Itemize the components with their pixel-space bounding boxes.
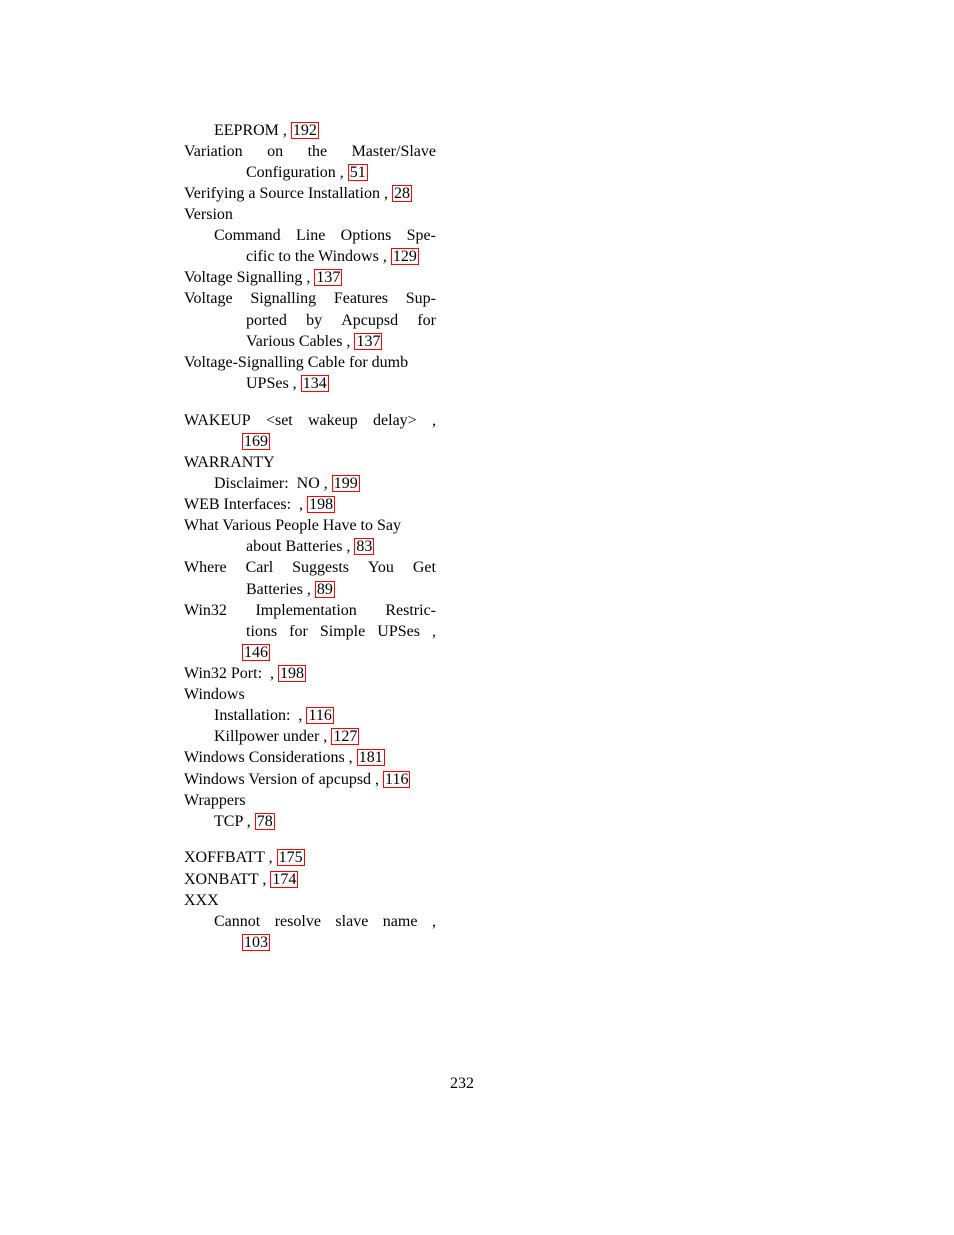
- index-word: Features: [333, 290, 389, 307]
- index-word: Signalling: [250, 290, 317, 307]
- index-line: [242, 642, 270, 663]
- index-line: [184, 352, 408, 373]
- index-term: Win32 Port: ,: [184, 665, 279, 682]
- index-line: [184, 515, 401, 536]
- index-word: Voltage: [184, 290, 233, 307]
- index-term: Windows: [184, 686, 245, 703]
- index-word: ,: [432, 623, 436, 640]
- index-word: by: [306, 312, 323, 329]
- index-term: Windows Considerations ,: [184, 749, 357, 766]
- index-word: Master/Slave: [351, 143, 436, 160]
- index-line: [184, 183, 412, 204]
- index-line: [246, 373, 329, 394]
- index-term: Verifying a Source Installation ,: [184, 185, 392, 202]
- index-word: for: [289, 623, 308, 640]
- page-reference-link[interactable]: 198: [280, 665, 305, 682]
- page-reference-link[interactable]: 174: [272, 871, 297, 888]
- index-term: Wrappers: [184, 792, 246, 809]
- index-term: XONBATT ,: [184, 871, 271, 888]
- index-line: [214, 705, 334, 726]
- index-term: UPSes ,: [246, 375, 301, 392]
- index-term: What Various People Have to Say: [184, 517, 401, 534]
- index-word: ,: [431, 412, 436, 429]
- index-word: UPSes: [377, 623, 420, 640]
- page-reference-link[interactable]: 169: [244, 433, 268, 450]
- page-reference-link[interactable]: 129: [392, 248, 417, 265]
- index-word: Sup-: [405, 290, 436, 307]
- index-word: Command: [214, 227, 281, 244]
- index-word: Implementation: [255, 602, 357, 619]
- index-word: for: [417, 312, 436, 329]
- index-word: Restric-: [385, 602, 436, 619]
- page-reference-link[interactable]: 116: [385, 771, 409, 788]
- index-line: [184, 267, 342, 288]
- index-term: Killpower under ,: [214, 728, 332, 745]
- page-reference-link[interactable]: 103: [244, 934, 268, 951]
- index-term: Voltage Signalling ,: [184, 269, 315, 286]
- index-term: Various Cables ,: [246, 333, 355, 350]
- page-reference-link[interactable]: 89: [316, 581, 333, 598]
- index-line: [242, 932, 270, 953]
- index-line: [184, 141, 436, 162]
- page-reference-link[interactable]: 199: [333, 475, 358, 492]
- index-line: [246, 536, 374, 557]
- index-line: [184, 684, 245, 705]
- page-number: 232: [450, 1075, 474, 1092]
- index-term: Windows Version of apcupsd ,: [184, 771, 384, 788]
- index-line: [246, 246, 419, 267]
- index-word: Where: [184, 559, 227, 576]
- index-word: Line: [296, 227, 326, 244]
- index-line: [184, 557, 436, 578]
- index-term: XOFFBATT ,: [184, 849, 277, 866]
- index-line: [184, 869, 298, 890]
- page-reference-link[interactable]: 198: [309, 496, 334, 513]
- index-line: [184, 847, 305, 868]
- index-word: slave: [335, 913, 369, 930]
- page-reference-link[interactable]: 78: [256, 813, 273, 830]
- index-word: Apcupsd: [341, 312, 399, 329]
- index-word: tions: [246, 623, 278, 640]
- page-reference-link[interactable]: 116: [308, 707, 332, 724]
- index-line: [246, 621, 436, 642]
- page-reference-link[interactable]: 137: [356, 333, 381, 350]
- index-term: XXX: [184, 892, 219, 909]
- index-word: Variation: [184, 143, 243, 160]
- index-word: Options: [340, 227, 392, 244]
- index-line: [214, 811, 275, 832]
- index-word: ported: [246, 312, 287, 329]
- index-line: [184, 288, 436, 309]
- index-term: about Batteries ,: [246, 538, 355, 555]
- index-word: Cannot: [214, 913, 261, 930]
- index-line: [184, 769, 410, 790]
- index-line: [246, 162, 368, 183]
- page-reference-link[interactable]: 146: [244, 644, 268, 661]
- index-line: [184, 452, 275, 473]
- index-term: Configuration ,: [246, 164, 348, 181]
- index-line: [184, 410, 436, 431]
- page-reference-link[interactable]: 175: [278, 849, 303, 866]
- index-word: the: [307, 143, 328, 160]
- index-word: Simple: [319, 623, 366, 640]
- index-term: Installation: ,: [214, 707, 307, 724]
- index-word: Suggests: [292, 559, 349, 576]
- index-word: wakeup: [308, 412, 358, 429]
- index-line: [246, 331, 382, 352]
- index-term: WARRANTY: [184, 454, 275, 471]
- index-line: [214, 911, 436, 932]
- index-word: ,: [431, 913, 436, 930]
- index-line: [184, 890, 219, 911]
- index-line: [246, 310, 436, 331]
- index-word: name: [382, 913, 418, 930]
- index-word: Win32: [184, 602, 227, 619]
- index-term: cific to the Windows ,: [246, 248, 391, 265]
- page-reference-link[interactable]: 134: [302, 375, 327, 392]
- index-term: Voltage-Signalling Cable for dumb: [184, 354, 409, 371]
- index-word: resolve: [274, 913, 321, 930]
- index-word: Carl: [245, 559, 274, 576]
- index-line: [242, 431, 270, 452]
- index-line: [184, 747, 385, 768]
- index-term: EEPROM ,: [214, 122, 291, 139]
- index-word: on: [267, 143, 284, 160]
- page-reference-link[interactable]: 83: [356, 538, 373, 555]
- page-reference-link[interactable]: 51: [349, 164, 366, 181]
- index-line: [214, 120, 319, 141]
- page-reference-link[interactable]: 28: [393, 185, 410, 202]
- index-word: Spe-: [406, 227, 436, 244]
- page-reference-link[interactable]: 137: [316, 269, 341, 286]
- index-line: [214, 726, 359, 747]
- index-term: Disclaimer: NO ,: [214, 475, 332, 492]
- index-word: delay>: [373, 412, 417, 429]
- index-line: [184, 600, 436, 621]
- index-line: [184, 790, 246, 811]
- index-term: WEB Interfaces: ,: [184, 496, 308, 513]
- index-word: <set: [265, 412, 293, 429]
- index-word: WAKEUP: [184, 412, 251, 429]
- index-term: Version: [184, 206, 233, 223]
- index-term: TCP ,: [214, 813, 255, 830]
- index-word: You: [367, 559, 394, 576]
- index-line: [214, 473, 360, 494]
- index-line: [184, 663, 306, 684]
- index-line: [246, 579, 335, 600]
- index-line: [214, 225, 436, 246]
- index-word: Get: [412, 559, 436, 576]
- page-reference-link[interactable]: 192: [292, 122, 317, 139]
- index-term: Batteries ,: [246, 581, 315, 598]
- index-line: [184, 494, 335, 515]
- page-reference-link[interactable]: 127: [333, 728, 358, 745]
- page-reference-link[interactable]: 181: [358, 749, 383, 766]
- index-line: [184, 204, 233, 225]
